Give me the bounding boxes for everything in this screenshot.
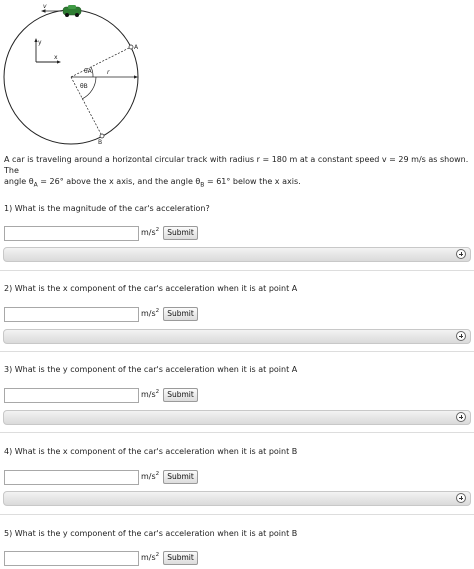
point-B-marker [100, 134, 104, 138]
question-4-text: 4) What is the x component of the car's acceleration when it is at point B [4, 447, 298, 456]
velocity-label: v [43, 3, 47, 10]
divider-4 [0, 514, 474, 515]
theta-B-subscript: B [200, 181, 205, 189]
answer-input-5[interactable] [4, 551, 139, 566]
problem-line-2-mid: = 26° above the x axis, and the angle θ [37, 177, 201, 186]
divider-2 [0, 351, 474, 352]
plus-circle-icon[interactable] [456, 493, 466, 503]
question-2-text: 2) What is the x component of the car's acceleration when it is at point A [4, 284, 298, 293]
x-axis-arrow [57, 60, 61, 63]
plus-circle-icon[interactable] [456, 331, 466, 341]
hint-bar-3[interactable] [3, 410, 471, 425]
angle-A-label: θA [84, 68, 92, 75]
answer-row-4 [4, 470, 304, 485]
problem-line-2-post: = 61° below the x axis. [204, 177, 301, 186]
car-icon [63, 5, 81, 17]
submit-button-3[interactable]: Submit [163, 388, 198, 402]
unit-exponent-4: 2 [155, 471, 160, 477]
hint-bar-1[interactable] [3, 247, 471, 262]
track-svg [0, 0, 160, 152]
y-axis-label: y [38, 39, 42, 46]
question-3-text: 3) What is the y component of the car's acceleration when it is at point A [4, 365, 298, 374]
submit-button-5[interactable]: Submit [163, 551, 198, 565]
unit-exponent-3: 2 [155, 389, 160, 395]
answer-input-4[interactable] [4, 470, 139, 485]
unit-exponent-2: 2 [155, 308, 160, 314]
radius-arrow [134, 75, 138, 78]
divider-1 [0, 270, 474, 271]
unit-label-3 [141, 390, 159, 399]
problem-line-1: A car is traveling around a horizontal circular track with radius r = 180 m at a constant speed v = 29 m/s as shown. The [4, 155, 469, 175]
line-to-A [71, 47, 131, 77]
unit-exponent-1: 2 [155, 227, 160, 233]
plus-circle-icon[interactable] [456, 412, 466, 422]
unit-base-3: m/s [141, 390, 156, 399]
point-A-marker [129, 45, 133, 49]
answer-input-1[interactable] [4, 226, 139, 241]
question-5-text: 5) What is the y component of the car's acceleration when it is at point B [4, 529, 298, 538]
point-A-label: A [134, 44, 139, 51]
unit-exponent-5: 2 [155, 552, 160, 558]
theta-A-subscript: A [33, 181, 38, 189]
answer-row-5 [4, 551, 304, 566]
answer-row-1 [4, 226, 304, 241]
hint-bar-4[interactable] [3, 491, 471, 506]
unit-base-2: m/s [141, 309, 156, 318]
submit-button-2[interactable]: Submit [163, 307, 198, 321]
radius-label: r [107, 69, 110, 76]
problem-line-2 [4, 176, 470, 191]
unit-label-5 [141, 553, 159, 562]
answer-input-3[interactable] [4, 388, 139, 403]
x-axis-label: x [54, 54, 58, 61]
answer-row-3 [4, 388, 304, 403]
point-B-label: B [98, 139, 103, 146]
track-diagram [0, 0, 160, 152]
unit-label-2 [141, 309, 159, 318]
unit-label-4 [141, 472, 159, 481]
angle-B-label: θB [80, 83, 88, 90]
answer-input-2[interactable] [4, 307, 139, 322]
plus-circle-icon[interactable] [456, 249, 466, 259]
unit-base-1: m/s [141, 228, 156, 237]
unit-label-1 [141, 228, 159, 237]
problem-statement [4, 154, 470, 191]
submit-button-1[interactable]: Submit [163, 226, 198, 240]
unit-base-5: m/s [141, 553, 156, 562]
question-1-text: 1) What is the magnitude of the car's acceleration? [4, 204, 210, 213]
submit-button-4[interactable]: Submit [163, 470, 198, 484]
unit-base-4: m/s [141, 472, 156, 481]
hint-bar-2[interactable] [3, 329, 471, 344]
answer-row-2 [4, 307, 304, 322]
divider-3 [0, 432, 474, 433]
problem-line-2-pre: angle θ [4, 177, 34, 186]
